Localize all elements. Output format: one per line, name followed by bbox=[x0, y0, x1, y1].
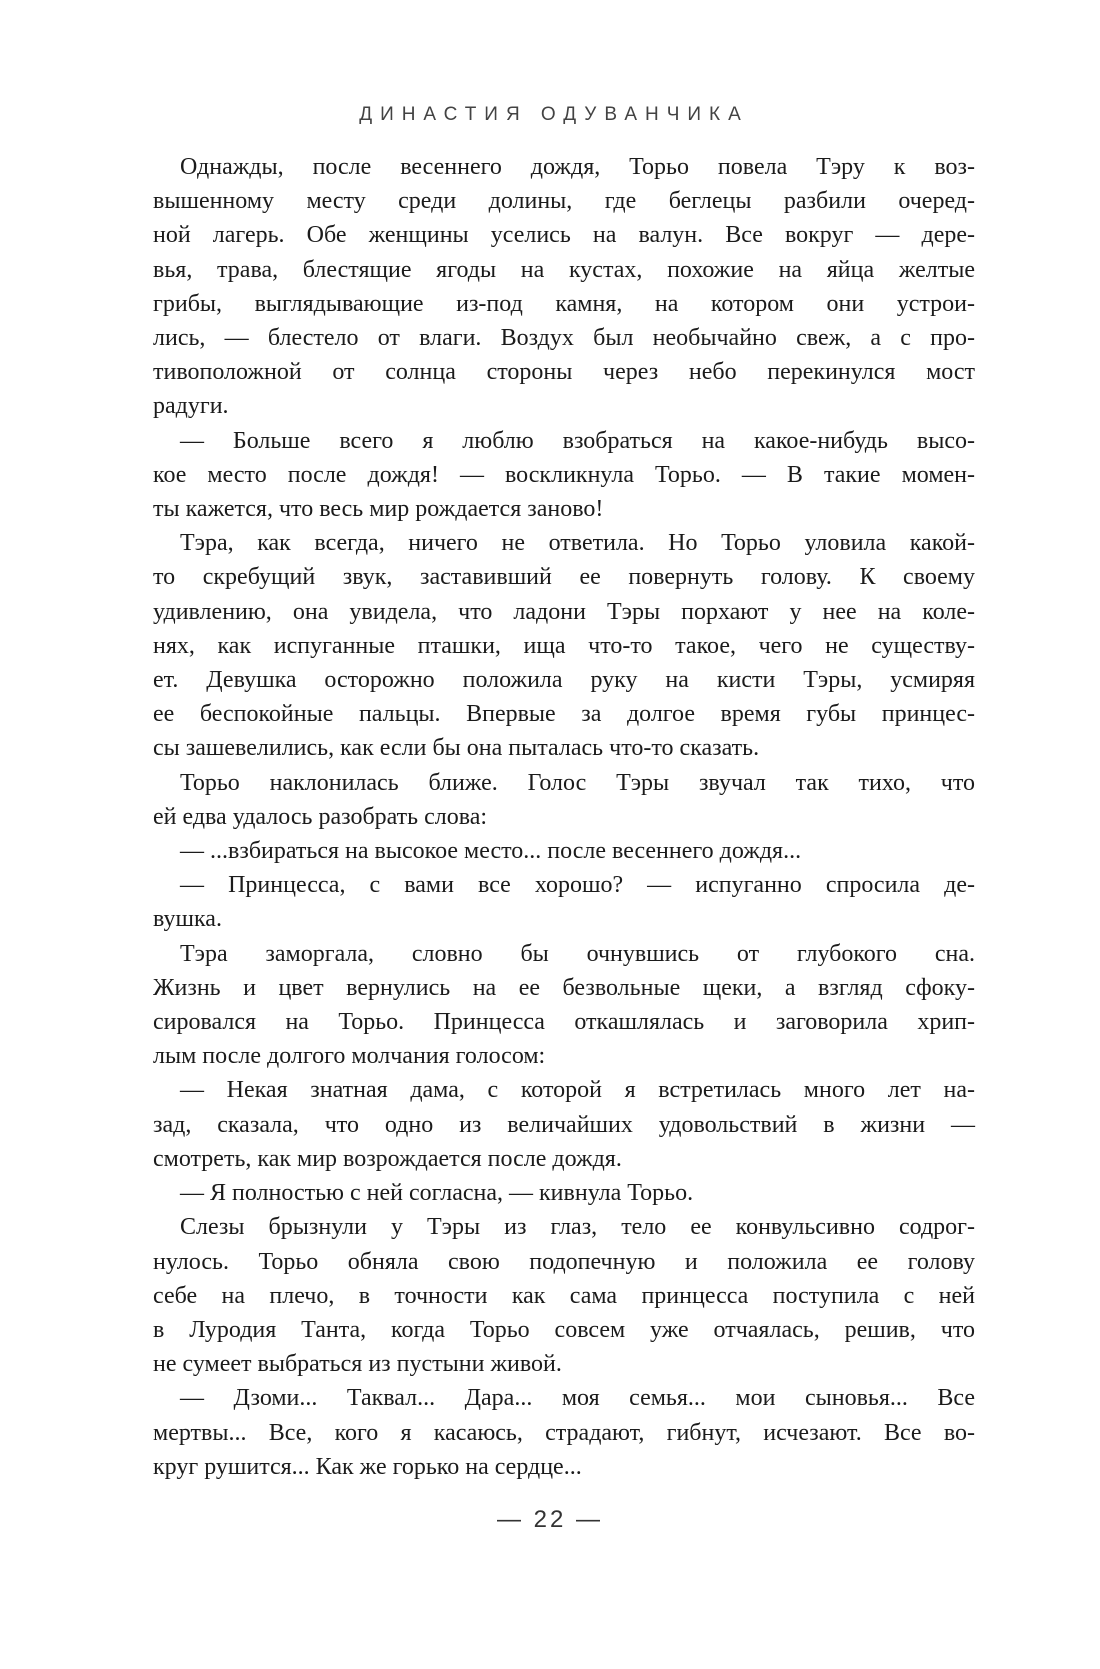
text-line: Жизнь и цвет вернулись на ее безвольные щеки, а взгляд сфоку- bbox=[153, 974, 975, 1001]
text-line: сировался на Торьо. Принцесса откашлялась и заговорила хрип- bbox=[153, 1009, 975, 1036]
text-line: нях, как испуганные пташки, ища что-то такое, чего не существу- bbox=[153, 632, 975, 659]
paragraph bbox=[153, 1381, 975, 1484]
text-line: Торьо наклонилась ближе. Голос Тэры звучал так тихо, что bbox=[180, 769, 975, 796]
text-line: радуги. bbox=[153, 393, 229, 420]
text-line: нулось. Торьо обняла свою подопечную и положила ее голову bbox=[153, 1248, 975, 1275]
text-line: в Луродия Танта, когда Торьо совсем уже отчаялась, решив, что bbox=[153, 1316, 975, 1343]
text-line: себе на плечо, в точности как сама принцесса поступила с ней bbox=[153, 1282, 975, 1309]
text-line: вушка. bbox=[153, 906, 222, 933]
text-line: — Некая знатная дама, с которой я встретилась много лет на- bbox=[180, 1077, 975, 1104]
paragraph bbox=[153, 424, 975, 527]
paragraph bbox=[153, 526, 975, 765]
text-line: мертвы... Все, кого я касаюсь, страдают, гибнут, исчезают. Все во- bbox=[153, 1419, 975, 1446]
text-line: смотреть, как мир возрождается после дождя. bbox=[153, 1145, 622, 1172]
text-line: ет. Девушка осторожно положила руку на кисти Тэры, усмиряя bbox=[153, 667, 975, 694]
text-line: — Принцесса, с вами все хорошо? — испуганно спросила де- bbox=[180, 872, 975, 899]
paragraph bbox=[153, 834, 975, 868]
text-line: не сумеет выбраться из пустыни живой. bbox=[153, 1351, 562, 1378]
text-line: Однажды, после весеннего дождя, Торьо повела Тэру к воз- bbox=[180, 154, 975, 180]
paragraph bbox=[153, 766, 975, 834]
paragraph bbox=[153, 1210, 975, 1381]
text-line: ты кажется, что весь мир рождается заново! bbox=[153, 496, 604, 523]
page-number: — 22 — bbox=[496, 1506, 604, 1533]
text-line: Тэра, как всегда, ничего не ответила. Но Торьо уловила какой- bbox=[180, 530, 975, 557]
text-line: — Дзоми... Таквал... Дара... моя семья... мои сыновья... Все bbox=[180, 1385, 975, 1412]
text-line: — Я полностью с ней согласна, — кивнула Торьо. bbox=[180, 1180, 694, 1207]
text-line: Слезы брызнули у Тэры из глаз, тело ее конвульсивно содрог- bbox=[180, 1214, 975, 1241]
text-line: сы зашевелились, как если бы она пыталась что-то сказать. bbox=[153, 735, 760, 762]
text-line: круг рушится... Как же горько на сердце... bbox=[153, 1453, 582, 1480]
body-text bbox=[153, 150, 975, 1484]
text-line: — ...взбираться на высокое место... после весеннего дождя... bbox=[180, 838, 802, 865]
text-line: грибы, выглядывающие из-под камня, на котором они устрои- bbox=[153, 290, 975, 317]
text-line: ей едва удалось разобрать слова: bbox=[153, 803, 488, 830]
text-line: зад, сказала, что одно из величайших удовольствий в жизни — bbox=[153, 1111, 975, 1138]
paragraph bbox=[153, 150, 975, 424]
text-line: лым после долгого молчания голосом: bbox=[153, 1043, 546, 1070]
text-line: лись, — блестело от влаги. Воздух был необычайно свеж, а с про- bbox=[153, 325, 975, 352]
text-line: ее беспокойные пальцы. Впервые за долгое время губы принцес- bbox=[153, 701, 975, 728]
paragraph bbox=[153, 1073, 975, 1176]
running-header: ДИНАСТИЯ ОДУВАНЧИКА bbox=[359, 104, 749, 125]
text-line: удивлению, она увидела, что ладони Тэры порхают у нее на коле- bbox=[153, 598, 975, 625]
paragraph bbox=[153, 937, 975, 1074]
text-line: кое место после дождя! — воскликнула Торьо. — В такие момен- bbox=[153, 461, 975, 488]
paragraph bbox=[153, 1176, 975, 1210]
paragraph bbox=[153, 868, 975, 936]
text-line: то скребущий звук, заставивший ее повернуть голову. К своему bbox=[153, 564, 975, 591]
text-line: ной лагерь. Обе женщины уселись на валун. Все вокруг — дере- bbox=[153, 222, 975, 249]
text-line: Тэра заморгала, словно бы очнувшись от глубокого сна. bbox=[180, 940, 975, 967]
text-line: тивоположной от солнца стороны через небо перекинулся мост bbox=[153, 359, 975, 386]
text-line: вышенному месту среди долины, где беглецы разбили очеред- bbox=[153, 188, 975, 215]
text-line: — Больше всего я люблю взобраться на какое-нибудь высо- bbox=[180, 427, 975, 454]
text-line: вья, трава, блестящие ягоды на кустах, похожие на яйца желтые bbox=[153, 256, 975, 283]
